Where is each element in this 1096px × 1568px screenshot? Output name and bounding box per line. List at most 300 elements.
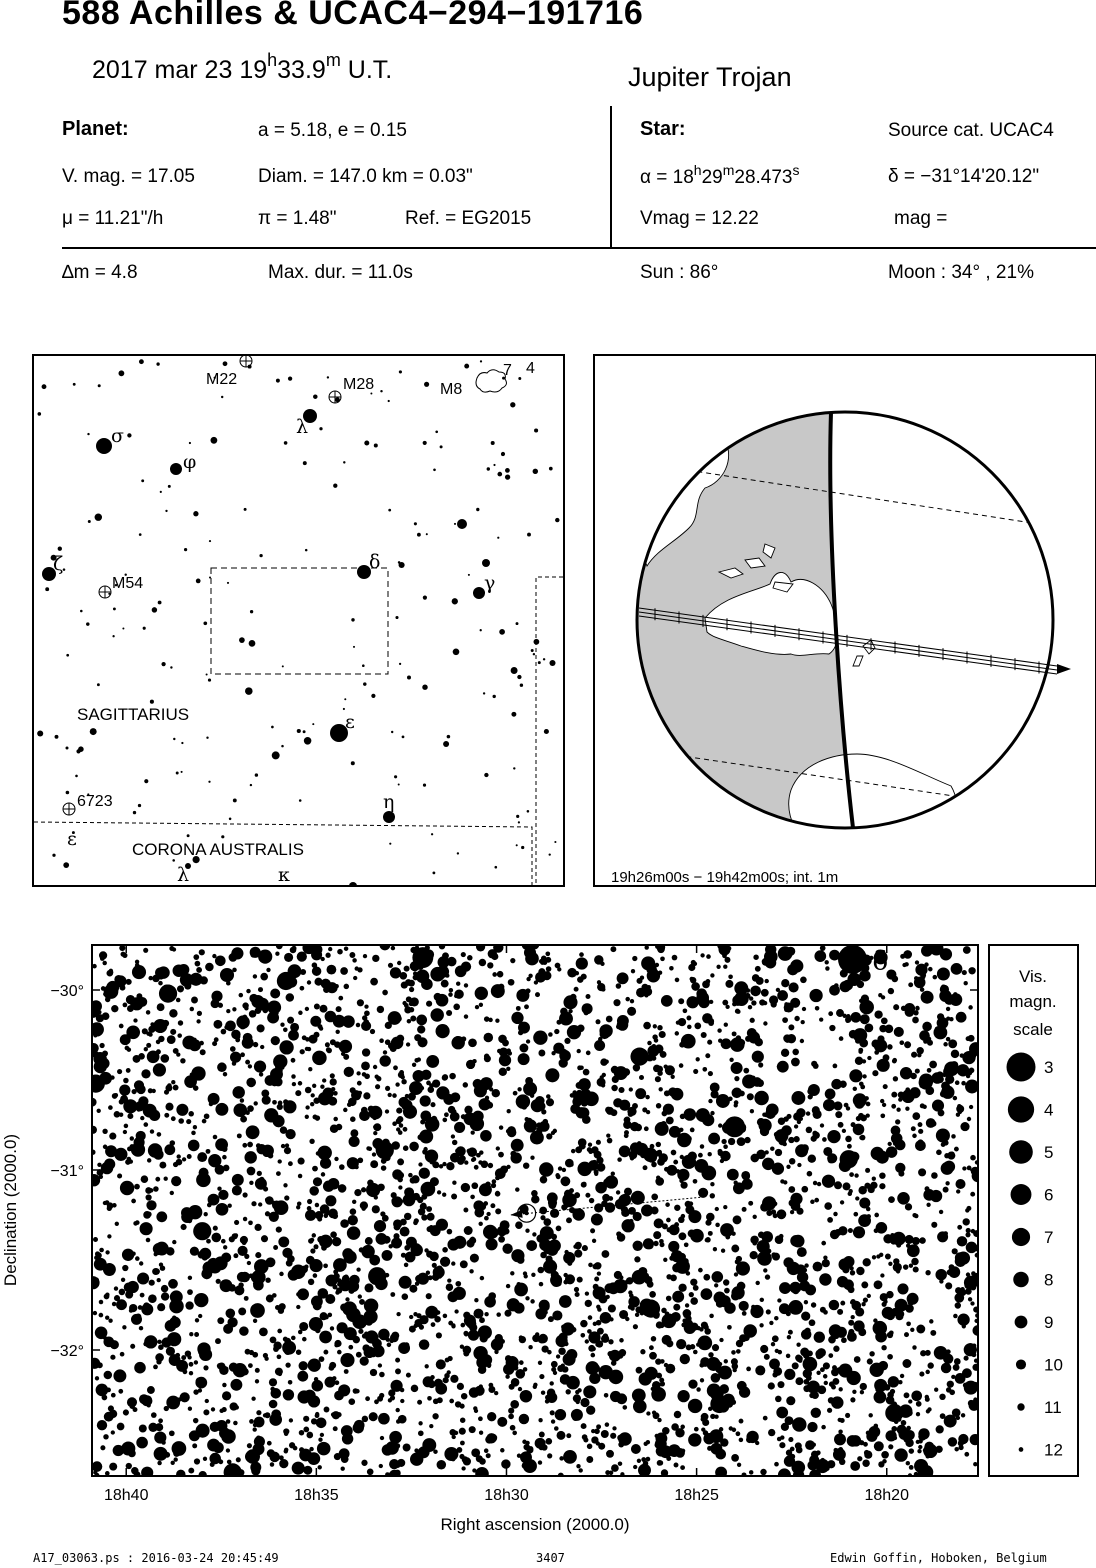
field-star [105, 1316, 109, 1320]
field-star [277, 1104, 283, 1110]
field-star [191, 1131, 196, 1136]
finder-star [333, 484, 337, 488]
field-star [298, 1174, 303, 1179]
field-star [678, 1284, 686, 1292]
field-star [507, 1298, 520, 1311]
field-star [531, 1195, 539, 1203]
field-star [343, 1108, 347, 1112]
field-star [563, 995, 577, 1009]
field-star [486, 1453, 491, 1458]
field-star [874, 1379, 887, 1392]
field-star [147, 1158, 151, 1162]
field-star [880, 1273, 884, 1277]
field-star [232, 1086, 244, 1098]
field-star [812, 1443, 816, 1447]
field-star [855, 1038, 861, 1044]
field-star [783, 1180, 787, 1184]
field-star [181, 1224, 187, 1230]
field-star [656, 1446, 667, 1457]
field-star [222, 1155, 227, 1160]
field-star [802, 1007, 806, 1011]
field-star [594, 1428, 600, 1434]
field-star [464, 1014, 468, 1018]
field-star [165, 1103, 173, 1111]
field-star [773, 1201, 778, 1206]
finder-star [534, 428, 538, 432]
field-star [753, 1215, 757, 1219]
field-star [362, 1333, 367, 1338]
field-star [847, 1144, 852, 1149]
field-star [392, 1196, 403, 1207]
field-star [572, 1208, 584, 1220]
field-star [675, 1428, 684, 1437]
field-star [327, 1313, 332, 1318]
field-star [813, 1262, 823, 1272]
field-star [373, 1116, 377, 1120]
field-star [188, 1140, 200, 1152]
field-star [469, 1323, 477, 1331]
field-star [517, 1087, 521, 1091]
field-star [923, 1448, 927, 1452]
field-star [883, 1054, 890, 1061]
field-star [863, 1258, 871, 1266]
field-star [182, 1036, 196, 1050]
field-star [953, 1364, 960, 1371]
field-star [566, 1433, 571, 1438]
field-star [775, 1149, 782, 1156]
field-star [675, 1031, 679, 1035]
field-star [579, 1163, 590, 1174]
field-star [950, 993, 963, 1006]
field-star [895, 1163, 905, 1173]
info-divider-vertical [610, 106, 612, 248]
field-star [879, 1253, 883, 1257]
field-star [814, 950, 826, 962]
field-star [894, 1448, 907, 1461]
field-star [216, 1279, 221, 1284]
field-star [445, 1358, 450, 1363]
field-star [451, 1134, 455, 1138]
field-star [891, 1104, 896, 1109]
field-star [483, 1225, 497, 1239]
field-star [488, 1163, 493, 1168]
field-star [404, 1213, 411, 1220]
field-star [527, 949, 535, 957]
field-star [511, 1152, 522, 1163]
field-star [365, 1237, 373, 1245]
field-star [426, 1001, 432, 1007]
field-star [861, 1281, 868, 1288]
field-star [666, 1117, 674, 1125]
field-star [470, 1195, 475, 1200]
field-star [279, 1272, 283, 1276]
field-star [256, 1003, 263, 1010]
finder-star [544, 729, 549, 734]
field-star [698, 1268, 703, 1273]
field-star [453, 1003, 460, 1010]
field-star [634, 1256, 640, 1262]
field-star [545, 1068, 559, 1082]
field-star [414, 1448, 418, 1452]
field-star [147, 1050, 160, 1063]
field-star [111, 1005, 118, 1012]
field-star [594, 1365, 599, 1370]
field-star [708, 1352, 713, 1357]
field-star [253, 974, 257, 978]
footer-author: Edwin Goffin, Hoboken, Belgium [830, 1551, 1047, 1565]
field-star [638, 1464, 651, 1477]
field-star [857, 1456, 862, 1461]
field-star [874, 1441, 884, 1451]
field-star [652, 1381, 661, 1390]
field-star [147, 1386, 155, 1394]
field-star [247, 1261, 251, 1265]
field-star [663, 1104, 674, 1115]
field-star [407, 1019, 412, 1024]
field-star [636, 1367, 643, 1374]
field-star [317, 1442, 331, 1456]
finder-star [160, 491, 162, 493]
field-star [452, 1109, 456, 1113]
field-star [464, 1226, 473, 1235]
finder-star [543, 658, 545, 660]
field-star [823, 1255, 827, 1259]
field-star [911, 1126, 916, 1131]
y-tick-label: −31° [50, 1163, 84, 1180]
field-star [508, 1414, 514, 1420]
object-class: Jupiter Trojan [628, 62, 792, 92]
field-star [757, 1118, 765, 1126]
field-star [733, 1215, 742, 1224]
field-star [116, 1299, 127, 1310]
field-star [577, 1025, 585, 1033]
max-duration: Max. dur. = 11.0s [268, 262, 413, 283]
field-star [586, 1406, 595, 1415]
field-star [487, 1412, 496, 1421]
field-star [340, 1353, 354, 1367]
field-star [718, 1123, 722, 1127]
field-star [136, 1107, 141, 1112]
field-star [269, 1378, 277, 1386]
field-star [599, 1024, 612, 1037]
field-star [597, 1078, 606, 1087]
finder-star [516, 622, 519, 625]
field-star [319, 1331, 332, 1344]
field-star [519, 1360, 524, 1365]
field-star [243, 1192, 248, 1197]
field-star [684, 1108, 697, 1121]
field-star [204, 1113, 210, 1119]
field-star [149, 1280, 155, 1286]
field-star [146, 1238, 151, 1243]
field-star [185, 1301, 193, 1309]
field-star [831, 1368, 839, 1376]
field-star [484, 1312, 488, 1316]
planet-ref: Ref. = EG2015 [405, 208, 532, 229]
field-star [472, 1059, 476, 1063]
field-star [669, 966, 674, 971]
field-star [933, 975, 938, 980]
field-star [288, 1161, 293, 1166]
field-star [707, 1040, 712, 1045]
field-star [912, 1213, 917, 1218]
field-star [300, 986, 305, 991]
field-star [103, 1434, 108, 1439]
field-star [210, 1462, 215, 1467]
field-star [600, 962, 604, 966]
field-star [805, 1284, 816, 1295]
field-star [897, 1425, 907, 1435]
field-star [350, 1116, 356, 1122]
field-star [566, 1217, 572, 1223]
legend-dot-mag-7 [1012, 1228, 1030, 1246]
field-star [801, 1144, 809, 1152]
field-star [156, 1211, 167, 1222]
field-star [854, 1173, 858, 1177]
field-star [245, 1110, 249, 1114]
field-star [184, 1075, 197, 1088]
field-star [421, 1072, 426, 1077]
field-star [375, 1075, 379, 1079]
field-star [679, 1179, 683, 1183]
m28-cluster-icon [329, 391, 341, 403]
field-star [566, 1389, 571, 1394]
field-star [654, 1038, 659, 1043]
finder-star [233, 798, 237, 802]
finder-star [468, 574, 470, 576]
field-star [588, 1263, 593, 1268]
field-star [417, 1025, 425, 1033]
field-star [655, 1122, 669, 1136]
field-star [167, 1083, 172, 1088]
field-star [214, 1037, 219, 1042]
field-star [284, 1195, 289, 1200]
field-star [588, 1149, 593, 1154]
field-star [686, 1271, 691, 1276]
field-star [370, 978, 378, 986]
field-star [690, 1297, 698, 1305]
field-star [99, 1259, 105, 1265]
field-star [736, 1340, 743, 1347]
field-star [952, 1408, 961, 1417]
field-star [946, 1387, 952, 1393]
field-star [395, 1358, 400, 1363]
field-star [446, 1162, 454, 1170]
field-star [624, 1130, 629, 1135]
field-star [451, 1261, 455, 1265]
field-star [308, 1067, 312, 1071]
field-star [397, 1116, 403, 1122]
field-star [510, 1425, 516, 1431]
field-star [119, 1024, 124, 1029]
field-star [433, 1398, 439, 1404]
field-star [230, 1052, 241, 1063]
label-epsilon: ε [345, 711, 355, 733]
field-star [372, 1152, 376, 1156]
field-star [712, 1344, 719, 1351]
field-star [947, 1381, 954, 1388]
field-star [238, 1282, 243, 1287]
field-star [502, 1039, 509, 1046]
field-star [790, 959, 803, 972]
field-star [418, 1430, 424, 1436]
field-star [362, 1048, 370, 1056]
finder-star [516, 815, 519, 818]
field-star [579, 1143, 586, 1150]
field-star [104, 1371, 113, 1380]
field-star [561, 1325, 566, 1330]
field-star [151, 1412, 157, 1418]
field-star [621, 1219, 634, 1232]
field-star [748, 1005, 752, 1009]
field-star [391, 1332, 399, 1340]
field-star [403, 1444, 411, 1452]
field-star [777, 1298, 781, 1302]
finder-star [417, 533, 421, 537]
field-star [269, 1413, 282, 1426]
field-star [867, 1294, 871, 1298]
field-star [955, 1255, 965, 1265]
field-star [460, 1441, 465, 1446]
field-star [460, 1404, 465, 1409]
field-star [811, 1302, 816, 1307]
field-star [702, 1013, 712, 1023]
field-star [944, 1153, 949, 1158]
field-star [681, 1214, 686, 1219]
finder-star [452, 598, 458, 604]
field-star [327, 965, 337, 975]
field-star [597, 1271, 601, 1275]
field-star [567, 1261, 572, 1266]
field-star [397, 961, 401, 965]
field-star [337, 1322, 348, 1333]
field-star [807, 1422, 817, 1432]
field-star [898, 1380, 902, 1384]
field-star [449, 1073, 456, 1080]
field-star [905, 951, 910, 956]
field-star [964, 981, 968, 985]
label-m28: M28 [343, 376, 375, 393]
field-star [338, 996, 343, 1001]
field-star [335, 1380, 340, 1385]
field-star [93, 1175, 100, 1182]
legend-dot-mag-9 [1015, 1316, 1028, 1329]
field-star [104, 993, 109, 998]
field-star [344, 1274, 349, 1279]
field-star [762, 958, 770, 966]
field-star [808, 1154, 816, 1162]
field-star [797, 1120, 801, 1124]
field-star [955, 1080, 960, 1085]
field-star [244, 1151, 256, 1163]
field-star [326, 1047, 331, 1052]
field-star [909, 1087, 920, 1098]
field-star [174, 1457, 178, 1461]
field-star [119, 1099, 124, 1104]
field-star [686, 1344, 692, 1350]
field-star [904, 1003, 915, 1014]
field-star [829, 1025, 835, 1031]
field-star [860, 1014, 870, 1024]
field-star [378, 1363, 382, 1367]
field-star [370, 1029, 375, 1034]
field-star [190, 1072, 195, 1077]
field-star [939, 1394, 945, 1400]
field-star [249, 994, 258, 1003]
field-star [589, 1373, 600, 1384]
field-star [941, 1363, 952, 1374]
field-star [594, 1276, 599, 1281]
finder-star [554, 841, 556, 843]
field-star [492, 972, 497, 977]
field-star [666, 1218, 671, 1223]
field-star [690, 1279, 697, 1286]
field-star [840, 1418, 845, 1423]
field-star [354, 1189, 361, 1196]
finder-star [351, 618, 354, 621]
field-star [272, 1100, 277, 1105]
field-star [315, 1203, 319, 1207]
field-star [361, 1062, 370, 1071]
field-star [869, 1363, 883, 1377]
field-star [918, 1129, 923, 1134]
field-star [579, 1091, 583, 1095]
field-star [198, 1314, 202, 1318]
field-star [739, 1419, 744, 1424]
field-star [790, 1210, 794, 1214]
field-star [673, 1304, 680, 1311]
field-star [516, 1006, 521, 1011]
field-star [210, 1422, 220, 1432]
field-star [320, 1085, 324, 1089]
field-star [222, 1383, 226, 1387]
field-star [129, 1308, 133, 1312]
field-star [737, 1282, 746, 1291]
field-star [496, 1146, 500, 1150]
field-star [654, 969, 658, 973]
x-tick-label: 18h30 [484, 1487, 529, 1504]
finder-star [58, 547, 62, 551]
field-star [838, 1226, 847, 1235]
field-star [199, 1041, 204, 1046]
field-star [258, 987, 263, 992]
field-star [248, 1363, 253, 1368]
field-star [882, 1302, 887, 1307]
label-sagittarius: SAGITTARIUS [77, 705, 190, 724]
field-star [398, 1415, 407, 1424]
field-star [377, 1006, 384, 1013]
field-star [145, 1194, 151, 1200]
field-star [792, 1417, 806, 1431]
field-star [632, 956, 637, 961]
field-star [690, 1323, 698, 1331]
field-star [550, 1381, 554, 1385]
field-star [93, 1311, 97, 1315]
field-star [759, 999, 765, 1005]
field-star [292, 1082, 296, 1086]
field-star [973, 1462, 977, 1466]
field-star [399, 1070, 404, 1075]
field-star [401, 1079, 406, 1084]
field-star [218, 1190, 228, 1200]
field-star [311, 1418, 317, 1424]
field-star [296, 1292, 300, 1296]
field-star [572, 1414, 579, 1421]
field-star [114, 1148, 127, 1161]
field-star [298, 1158, 305, 1165]
field-star [616, 1393, 627, 1404]
finder-star [527, 810, 530, 813]
